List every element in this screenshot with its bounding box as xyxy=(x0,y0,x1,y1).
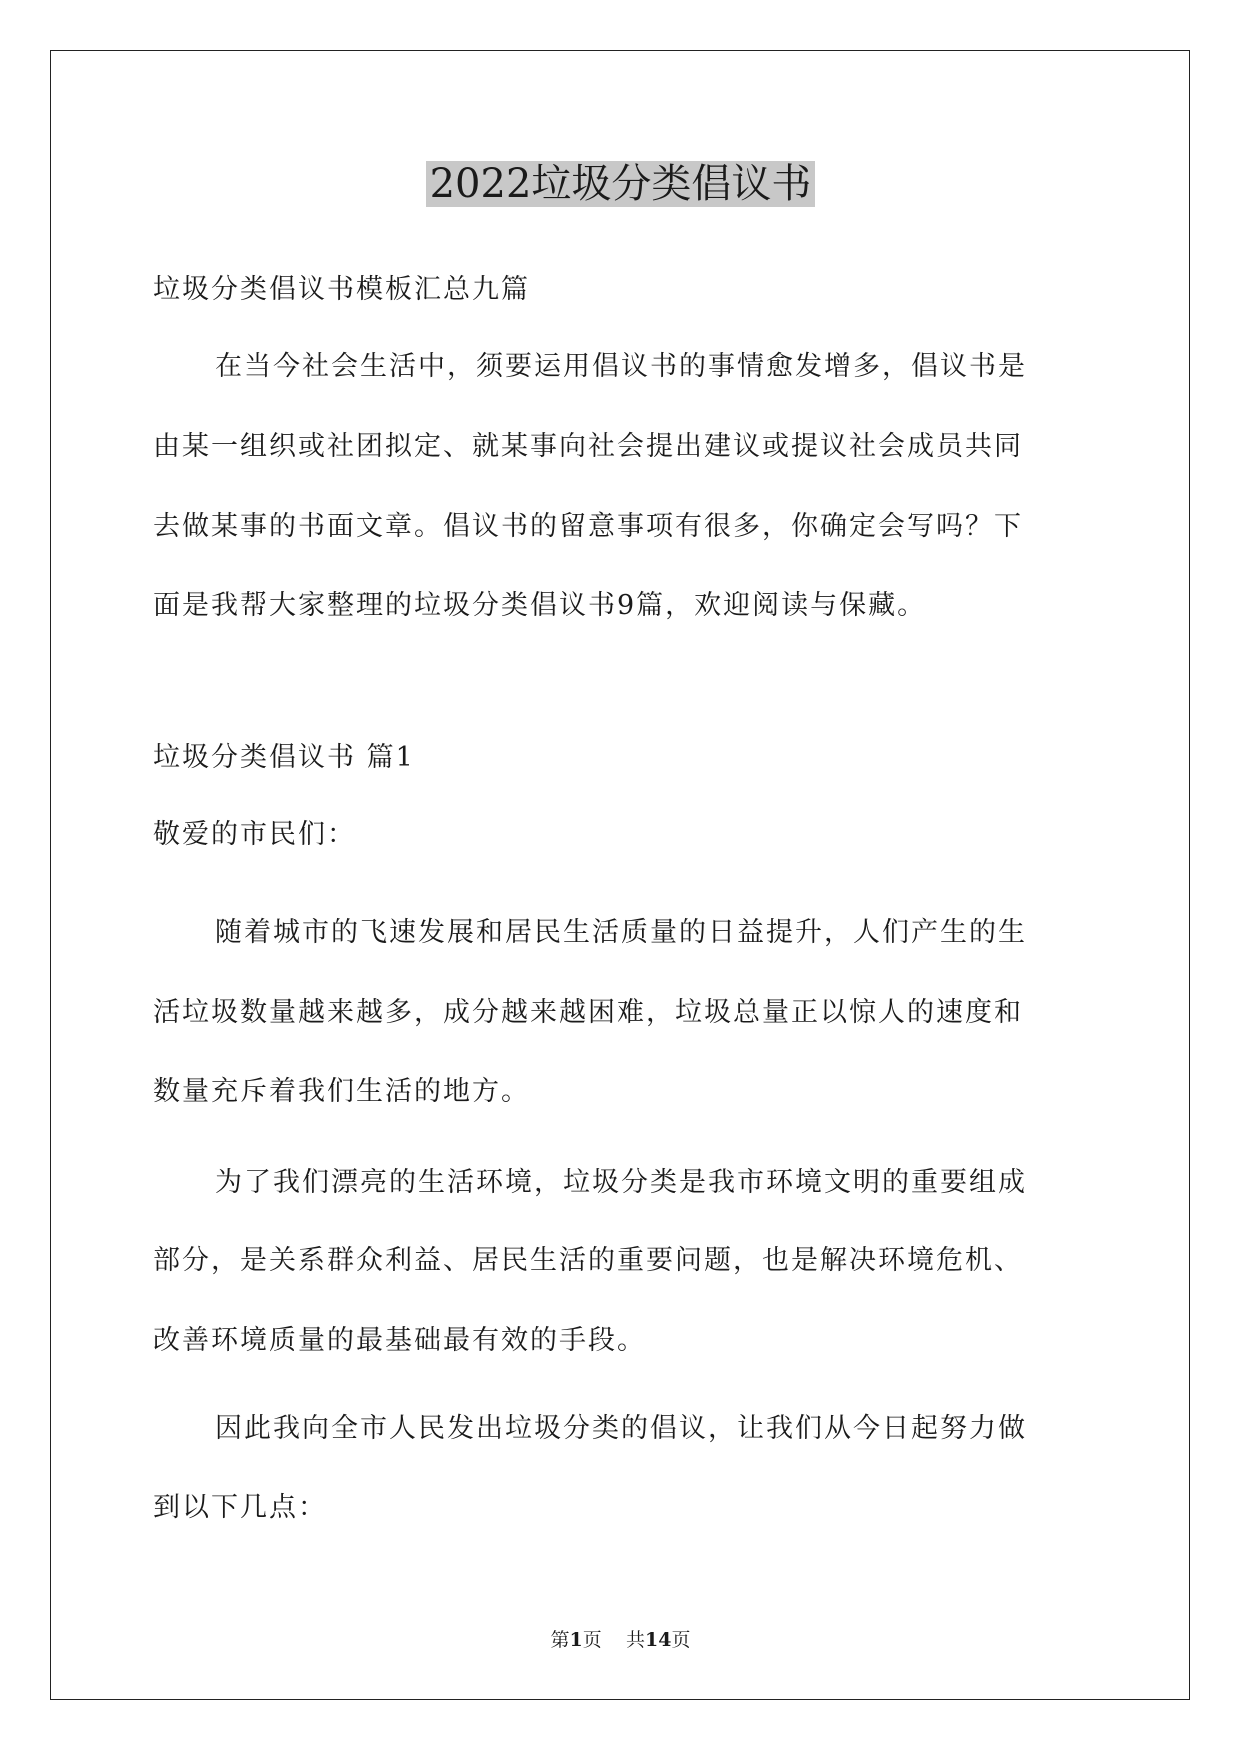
paragraph-line: 因此我向全市人民发出垃圾分类的倡议，让我们从今日起努力做 xyxy=(215,1413,1027,1444)
paragraph-line: 改善环境质量的最基础最有效的手段。 xyxy=(153,1325,646,1356)
intro-line: 面是我帮大家整理的垃圾分类倡议书9篇，欢迎阅读与保藏。 xyxy=(153,590,927,621)
paragraph-line: 到以下几点： xyxy=(153,1492,327,1523)
paragraph-line: 数量充斥着我们生活的地方。 xyxy=(153,1076,530,1107)
footer-total-pages: 14 xyxy=(644,1629,672,1651)
intro-line: 去做某事的书面文章。倡议书的留意事项有很多，你确定会写吗？下 xyxy=(153,511,1023,542)
intro-line: 由某一组织或社团拟定、就某事向社会提出建议或提议社会成员共同 xyxy=(153,431,1023,462)
footer-page-number: 1 xyxy=(569,1629,583,1651)
salutation: 敬爱的市民们： xyxy=(153,819,356,850)
footer-total-suffix: 页 xyxy=(671,1629,691,1651)
paragraph-line: 随着城市的飞速发展和居民生活质量的日益提升，人们产生的生 xyxy=(215,917,1027,948)
paragraph-line: 部分，是关系群众利益、居民生活的重要问题，也是解决环境危机、 xyxy=(153,1245,1023,1276)
paragraph-line: 为了我们漂亮的生活环境，垃圾分类是我市环境文明的重要组成 xyxy=(215,1167,1027,1198)
intro-line: 在当今社会生活中，须要运用倡议书的事情愈发增多，倡议书是 xyxy=(215,351,1027,382)
document-subtitle: 垃圾分类倡议书模板汇总九篇 xyxy=(153,274,530,305)
footer-page-prefix: 第 xyxy=(550,1629,570,1651)
document-title xyxy=(0,156,1241,212)
document-title-text: 2022垃圾分类倡议书 xyxy=(426,161,816,207)
footer-total-prefix: 共 xyxy=(625,1629,645,1651)
footer-page-suffix: 页 xyxy=(582,1629,602,1651)
page-footer xyxy=(0,1628,1241,1652)
section-heading: 垃圾分类倡议书 篇1 xyxy=(153,742,415,773)
paragraph-line: 活垃圾数量越来越多，成分越来越困难，垃圾总量正以惊人的速度和 xyxy=(153,997,1023,1028)
